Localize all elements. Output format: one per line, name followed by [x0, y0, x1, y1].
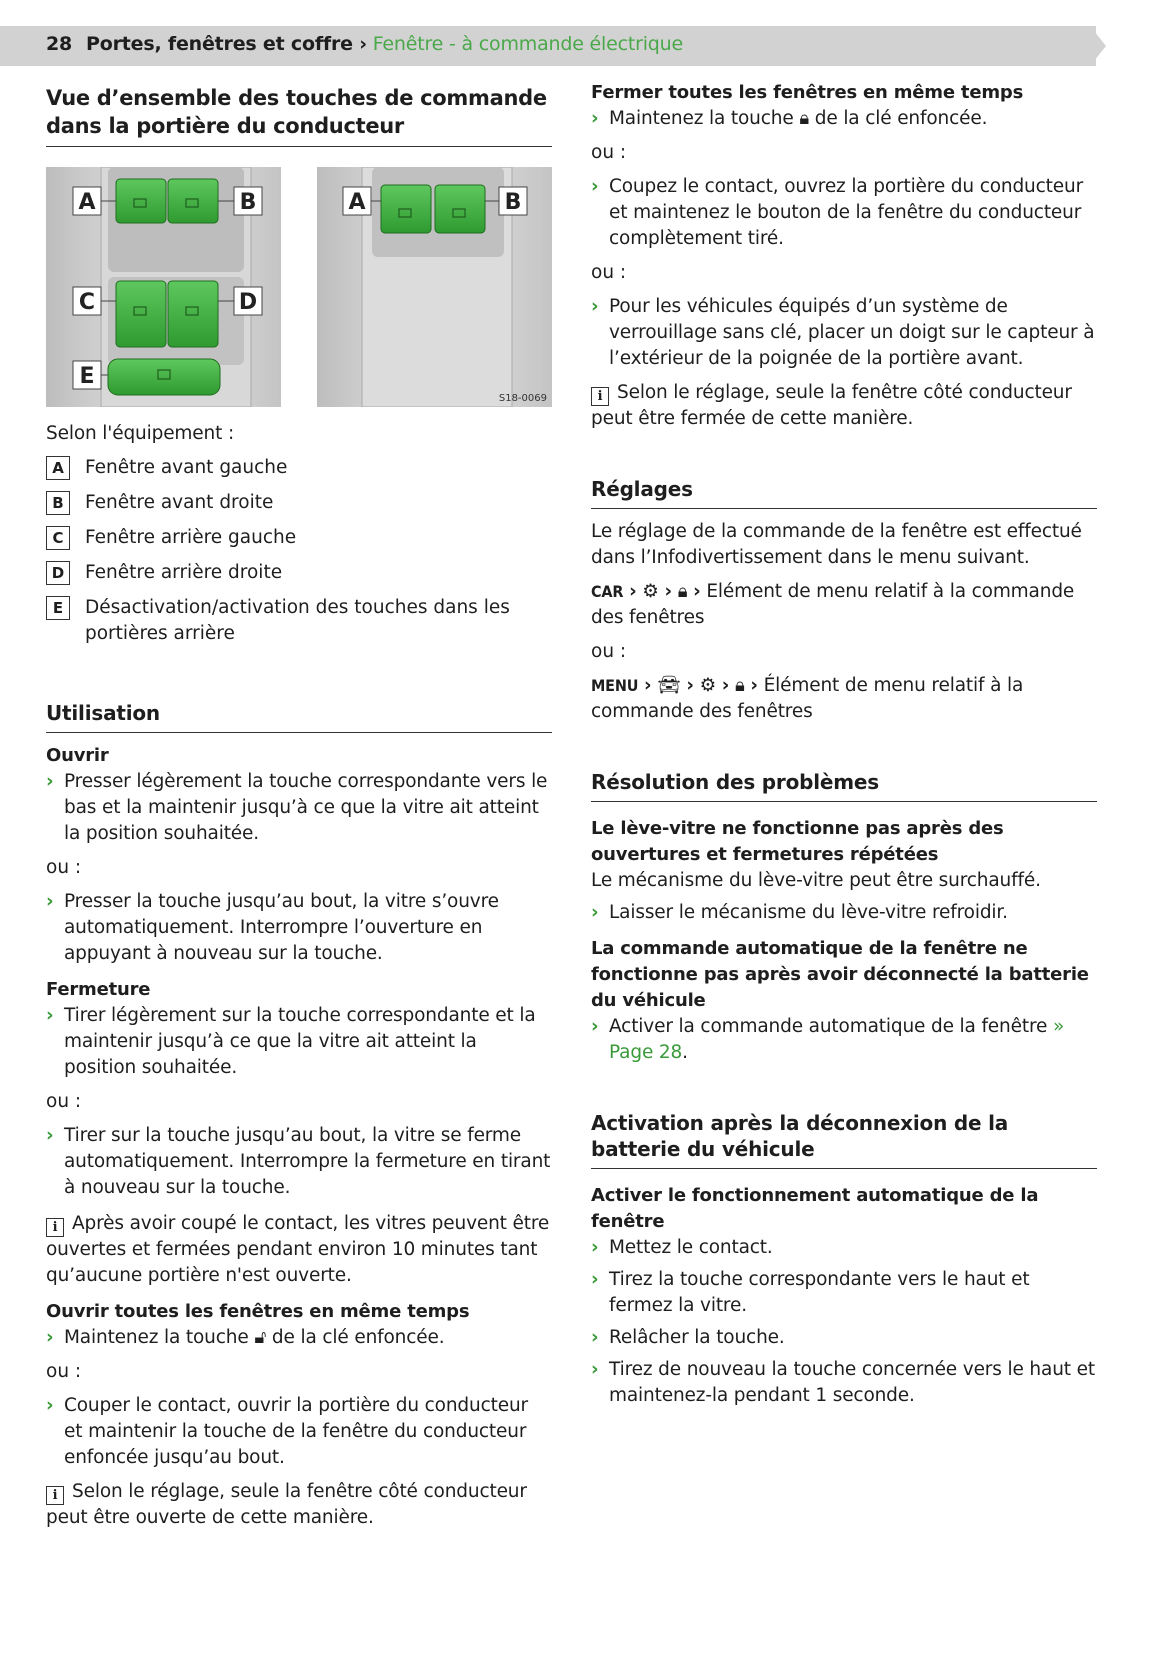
- chevron-right-icon: ›: [591, 108, 599, 129]
- unlock-key-icon: 🔓︎: [254, 1327, 267, 1348]
- running-header: [46, 33, 683, 55]
- figure-label-b: B: [239, 190, 257, 215]
- problem-1-heading: Le lève-vitre ne fonctionne pas après des ouvertures et fermetures répétées: [591, 818, 1004, 865]
- driver-door-switch-panel: [46, 167, 281, 407]
- problem-1-text: Le mécanisme du lève-vitre peut être surchauffé.: [591, 870, 1041, 891]
- list-item: › Couper le contact, ouvrir la portière du conducteur et maintenir la touche de la fenêtre du conducteur enfoncée jusqu’au bout.: [46, 1393, 552, 1471]
- figure-code: S18-0069: [498, 393, 547, 404]
- chevron-right-icon: ›: [591, 296, 599, 317]
- car-icon: 🚘︎: [657, 675, 681, 696]
- info-icon: i: [591, 387, 609, 406]
- figure-label-b2: B: [504, 190, 522, 215]
- list-item: › Tirez la touche correspondante vers le haut et fermez la vitre.: [591, 1267, 1097, 1319]
- chevron-right-icon: ›: [46, 1125, 54, 1146]
- or-text: ou :: [46, 1361, 82, 1382]
- legend-item: A Fenêtre avant gauche: [46, 455, 552, 481]
- overview-title: Vue d’ensemble des touches de commande dans la portière du conducteur: [46, 84, 552, 147]
- reglages-text: Le réglage de la commande de la fenêtre est effectué dans l’Infodivertissement dans le menu suivant.: [591, 521, 1082, 568]
- section-title: Portes, fenêtres et coffre ›: [86, 33, 367, 55]
- button-c: [116, 281, 166, 347]
- chevron-right-icon: ›: [46, 771, 54, 792]
- list-item: › Tirez de nouveau la touche concernée vers le haut et maintenez-la pendant 1 seconde.: [591, 1357, 1097, 1409]
- chevron-right-icon: ›: [591, 176, 599, 197]
- or-text: ou :: [591, 142, 627, 163]
- info-note: i Après avoir coupé le contact, les vitres peuvent être ouvertes et fermées pendant environ 10 minutes tant qu’aucune portière n'est ouverte.: [46, 1213, 550, 1286]
- chevron-right-icon: ›: [591, 902, 599, 923]
- list-item: › Mettez le contact.: [591, 1235, 1097, 1261]
- window-lock-icon: 🔒︎: [677, 581, 688, 602]
- chevron-right-icon: ›: [591, 1237, 599, 1258]
- equipment-intro: Selon l'équipement :: [46, 423, 235, 444]
- list-item: › Presser la touche jusqu’au bout, la vitre s’ouvre automatiquement. Interrompre l’ouverture en appuyant à nouveau sur la touche.: [46, 889, 552, 967]
- window-lock-icon: 🔒︎: [734, 675, 745, 696]
- info-note: i Selon le réglage, seule la fenêtre côté conducteur peut être ouverte de cette manière.: [46, 1481, 527, 1528]
- chevron-right-icon: ›: [46, 1005, 54, 1026]
- chevron-right-icon: ›: [591, 1016, 599, 1037]
- settings-gear-icon: ⚙: [699, 675, 716, 696]
- or-text: ou :: [591, 641, 627, 662]
- figure-label-c: C: [78, 290, 96, 315]
- menu-path-menu: MENU › 🚘︎ › ⚙ › 🔒︎ › Élément de menu relatif à la commande des fenêtres: [591, 675, 1024, 722]
- list-item: › Tirer légèrement sur la touche correspondante et la maintenir jusqu’à ce que la vitre ait atteint la position souhaitée.: [46, 1003, 552, 1081]
- list-item: › Pour les véhicules équipés d’un système de verrouillage sans clé, placer un doigt sur le capteur à l’extérieur de la poignée de la portière avant.: [591, 294, 1097, 372]
- activation-heading: Activation après la déconnexion de la batterie du véhicule: [591, 1110, 1097, 1169]
- page-number: 28: [46, 33, 73, 55]
- ouvrir-all-heading: Ouvrir toutes les fenêtres en même temps: [46, 1301, 470, 1322]
- or-text: ou :: [46, 857, 82, 878]
- menu-path-car: CAR › ⚙ › 🔒︎ › Elément de menu relatif à la commande des fenêtres: [591, 581, 1075, 628]
- figure-label-e: E: [79, 364, 95, 389]
- right-column: [591, 80, 1097, 1409]
- or-text: ou :: [591, 262, 627, 283]
- info-icon: i: [46, 1486, 64, 1505]
- resolution-heading: Résolution des problèmes: [591, 769, 1097, 802]
- legend-item: D Fenêtre arrière droite: [46, 560, 552, 586]
- page-link[interactable]: » Page 28: [609, 1016, 1065, 1063]
- problem-2-heading: La commande automatique de la fenêtre ne fonctionne pas après avoir déconnecté la batterie du véhicule: [591, 938, 1089, 1011]
- info-note: i Selon le réglage, seule la fenêtre côté conducteur peut être fermée de cette manière.: [591, 382, 1072, 429]
- info-icon: i: [46, 1218, 64, 1237]
- list-item: › Relâcher la touche.: [591, 1325, 1097, 1351]
- button-d: [168, 281, 218, 347]
- passenger-door-switch-panel: [317, 167, 552, 407]
- legend-item: C Fenêtre arrière gauche: [46, 525, 552, 551]
- left-column: [46, 84, 552, 1531]
- button-b: [168, 179, 218, 223]
- legend-item: B Fenêtre avant droite: [46, 490, 552, 516]
- fermer-all-heading: Fermer toutes les fenêtres en même temps: [591, 82, 1024, 103]
- menu-button-label: MENU: [591, 676, 639, 695]
- legend-item: E Désactivation/activation des touches dans les portières arrière: [46, 595, 552, 647]
- or-text: ou :: [46, 1091, 82, 1112]
- figure-label-d: D: [238, 290, 258, 315]
- button-a: [116, 179, 166, 223]
- button-e: [108, 359, 220, 395]
- ouvrir-heading: Ouvrir: [46, 745, 109, 766]
- fermeture-heading: Fermeture: [46, 979, 151, 1000]
- reglages-heading: Réglages: [591, 476, 1097, 509]
- lock-key-icon: 🔒︎: [799, 108, 810, 129]
- list-item: › Coupez le contact, ouvrez la portière du conducteur et maintenez le bouton de la fenêtre du conducteur complètement tiré.: [591, 174, 1097, 252]
- switch-figure: [46, 167, 552, 407]
- chevron-right-icon: ›: [591, 1327, 599, 1348]
- utilisation-heading: Utilisation: [46, 700, 552, 733]
- chevron-right-icon: ›: [591, 1359, 599, 1380]
- subsection-title: Fenêtre - à commande électrique: [372, 33, 683, 55]
- list-item: › Presser légèrement la touche correspondante vers le bas et la maintenir jusqu’à ce que la vitre ait atteint la position souhaitée.: [46, 769, 552, 847]
- list-item: › Laisser le mécanisme du lève-vitre refroidir.: [591, 900, 1097, 926]
- list-item: › Maintenez la touche 🔒︎ de la clé enfoncée.: [591, 106, 1097, 132]
- figure-label-a: A: [78, 190, 96, 215]
- chevron-right-icon: ›: [591, 1269, 599, 1290]
- settings-gear-icon: ⚙: [642, 581, 659, 602]
- list-item: › Maintenez la touche 🔓︎ de la clé enfoncée.: [46, 1325, 552, 1351]
- list-item: › Tirer sur la touche jusqu’au bout, la vitre se ferme automatiquement. Interrompre la fermeture en tirant à nouveau sur la touche.: [46, 1123, 552, 1201]
- chevron-right-icon: ›: [46, 891, 54, 912]
- chevron-right-icon: ›: [46, 1327, 54, 1348]
- list-item: › Activer la commande automatique de la fenêtre » Page 28.: [591, 1014, 1097, 1066]
- header-arrow: [1090, 26, 1106, 66]
- figure-label-a2: A: [348, 190, 366, 215]
- car-button-label: CAR: [591, 582, 624, 601]
- chevron-right-icon: ›: [46, 1395, 54, 1416]
- activer-heading: Activer le fonctionnement automatique de la fenêtre: [591, 1185, 1039, 1232]
